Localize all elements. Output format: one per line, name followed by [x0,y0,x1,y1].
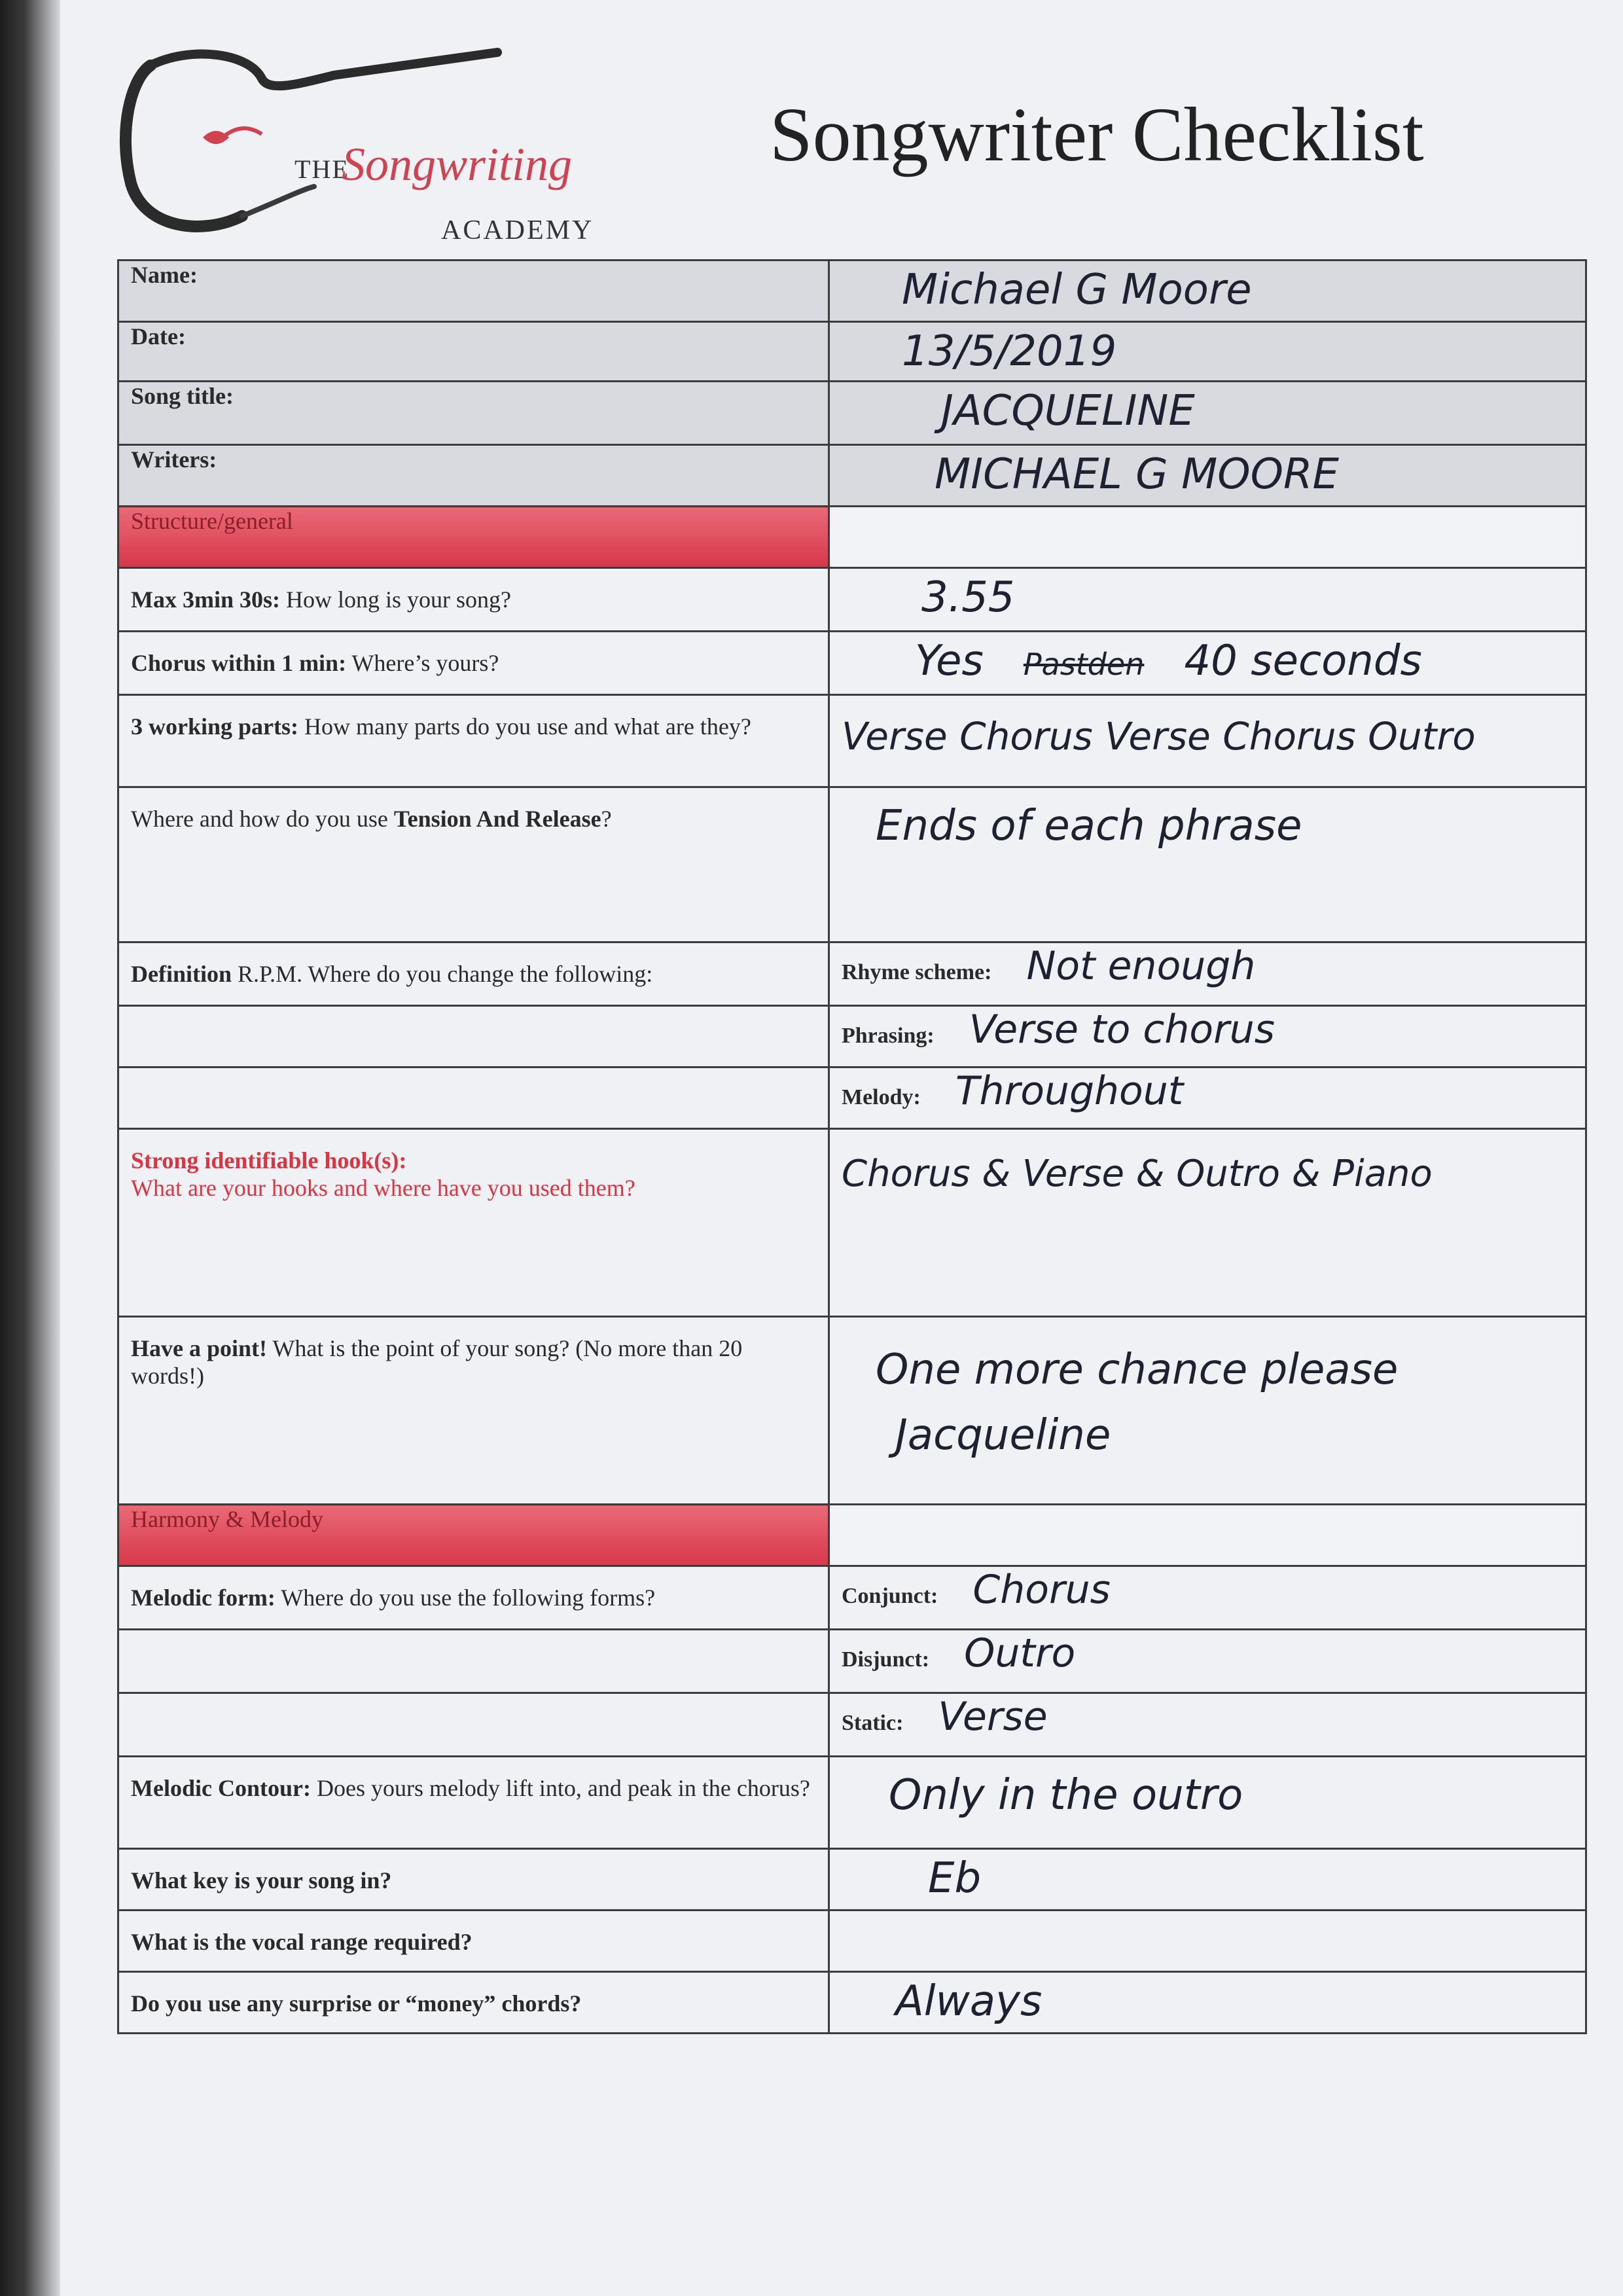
contour-question: Melodic Contour: Does yours melody lift into, and peak in the chorus? [118,1757,829,1849]
row-name [118,260,1586,322]
row-static [118,1693,1586,1757]
logo-academy: ACADEMY [441,215,594,245]
disjunct-cell[interactable] [829,1630,1586,1693]
melody-label: Melody: [842,1085,921,1109]
checklist-table [117,259,1587,2034]
max-length-question: Max 3min 30s: How long is your song? [118,568,829,632]
row-working-parts [118,695,1586,787]
scan-edge [0,0,60,2296]
row-date [118,322,1586,382]
logo-the: THE [294,154,349,184]
hook-question: Strong identifiable hook(s): What are your hooks and where have you used them? [118,1129,829,1317]
academy-logo [105,39,602,249]
page-title: Songwriter Checklist [770,92,1424,177]
row-vocal-range [118,1910,1586,1972]
section-structure [118,507,1586,568]
max-length-answer[interactable]: 3.55 [829,568,1586,632]
working-parts-question: 3 working parts: How many parts do you use and what are they? [118,695,829,787]
writers-label: Writers: [118,445,829,507]
point-question: Have a point! What is the point of your song? (No more than 20 words!) [118,1317,829,1505]
row-melodic-form [118,1566,1586,1630]
row-definition [118,942,1586,1006]
static-answer: Verse [938,1694,1048,1740]
point-answer[interactable]: One more chance please Jacqueline [829,1317,1586,1505]
row-song-title [118,382,1586,445]
name-value[interactable]: Michael G Moore [829,260,1586,322]
date-value[interactable]: 13/5/2019 [829,322,1586,382]
tension-question: Where and how do you use Tension And Release? [118,787,829,942]
tension-answer[interactable]: Ends of each phrase [829,787,1586,942]
disjunct-label: Disjunct: [842,1647,930,1672]
row-contour [118,1757,1586,1849]
conjunct-cell[interactable] [829,1566,1586,1630]
working-parts-answer[interactable]: Verse Chorus Verse Chorus Outro [829,695,1586,787]
surprise-question: Do you use any surprise or “money” chords? [118,1972,829,2034]
melodic-form-question: Melodic form: Where do you use the following forms? [118,1566,829,1630]
row-phrasing [118,1006,1586,1067]
vocal-range-answer[interactable] [829,1910,1586,1972]
vocal-range-question: What is the vocal range required? [118,1910,829,1972]
surprise-answer[interactable]: Always [829,1972,1586,2034]
song-title-label: Song title: [118,382,829,445]
melody-cell[interactable] [829,1067,1586,1129]
melody-blank [118,1067,829,1129]
row-hook [118,1129,1586,1317]
section-structure-blank [829,507,1586,568]
conjunct-answer: Chorus [972,1567,1111,1613]
key-question: What key is your song in? [118,1849,829,1910]
phrasing-blank [118,1006,829,1067]
static-cell[interactable] [829,1693,1586,1757]
row-tension [118,787,1586,942]
section-harmony [118,1505,1586,1566]
row-chorus-within [118,632,1586,695]
static-blank [118,1693,829,1757]
logo-songwriting: Songwriting [342,138,573,190]
row-key [118,1849,1586,1910]
row-writers [118,445,1586,507]
disjunct-answer: Outro [964,1630,1076,1676]
name-label: Name: [118,260,829,322]
conjunct-label: Conjunct: [842,1584,938,1608]
section-structure-label: Structure/general [118,507,829,568]
melody-answer: Throughout [955,1068,1184,1114]
row-max-length [118,568,1586,632]
rhyme-scheme-cell[interactable] [829,942,1586,1006]
rhyme-scheme-label: Rhyme scheme: [842,960,992,984]
section-harmony-label: Harmony & Melody [118,1505,829,1566]
phrasing-cell[interactable] [829,1006,1586,1067]
row-melody [118,1067,1586,1129]
static-label: Static: [842,1711,904,1735]
struck-word: Pastden [1023,647,1145,682]
song-title-value[interactable]: JACQUELINE [829,382,1586,445]
rhyme-scheme-answer: Not enough [1026,943,1256,989]
key-answer[interactable]: Eb [829,1849,1586,1910]
row-point [118,1317,1586,1505]
row-surprise [118,1972,1586,2034]
disjunct-blank [118,1630,829,1693]
row-disjunct [118,1630,1586,1693]
hook-answer[interactable]: Chorus & Verse & Outro & Piano [829,1129,1586,1317]
chorus-within-answer[interactable]: Yes Pastden 40 seconds [829,632,1586,695]
definition-question: Definition R.P.M. Where do you change the following: [118,942,829,1006]
date-label: Date: [118,322,829,382]
contour-answer[interactable]: Only in the outro [829,1757,1586,1849]
phrasing-label: Phrasing: [842,1024,935,1048]
section-harmony-blank [829,1505,1586,1566]
writers-value[interactable]: MICHAEL G MOORE [829,445,1586,507]
chorus-within-question: Chorus within 1 min: Where’s yours? [118,632,829,695]
phrasing-answer: Verse to chorus [969,1007,1275,1052]
